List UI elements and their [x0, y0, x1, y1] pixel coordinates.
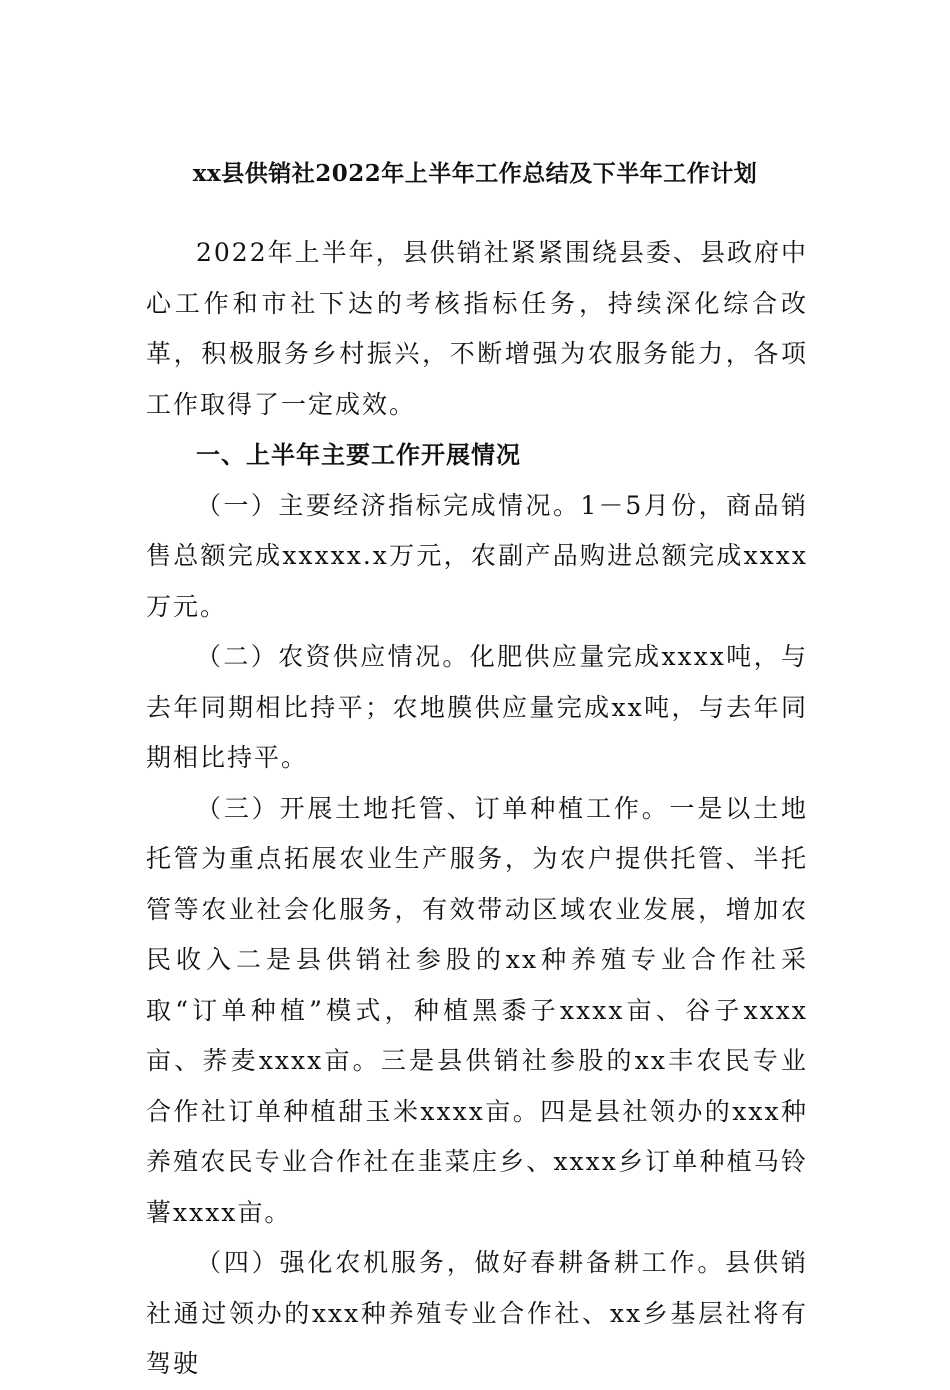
paragraph-item-3: （三）开展土地托管、订单种植工作。一是以土地托管为重点拓展农业生产服务，为农户提供托管、半托管等农业社会化服务，有效带动区域农业发展，增加农民收入二是县供销社参股的xx种养殖专业合作社采取“订单种植”模式，种植黑黍子xxxx亩、谷子xxxx亩、荞麦xxxx亩。三是县供销社参股的xx丰农民专业合作社订单种植甜玉米xxxx亩。四是县社领办的xxx种养殖农民专业合作社在韭菜庄乡、xxxx乡订单种植马铃薯xxxx亩。 — [146, 793, 808, 1227]
paragraph-item-4: （四）强化农机服务，做好春耕备耕工作。县供销社通过领办的xxx种养殖专业合作社、xx乡基层社将有驾驶 — [146, 1248, 808, 1378]
paragraph-item-2: （二）农资供应情况。化肥供应量完成xxxx吨，与去年同期相比持平；农地膜供应量完成xx吨，与去年同期相比持平。 — [146, 642, 808, 772]
document-body — [146, 228, 808, 1390]
intro-paragraph: 2022年上半年，县供销社紧紧围绕县委、县政府中心工作和市社下达的考核指标任务，持续深化综合改革，积极服务乡村振兴，不断增强为农服务能力，各项工作取得了一定成效。 — [146, 238, 808, 419]
document-title: xx县供销社2022年上半年工作总结及下半年工作计划 — [192, 160, 758, 187]
paragraph-item-1: （一）主要经济指标完成情况。1－5月份，商品销售总额完成xxxxx.x万元，农副产品购进总额完成xxxx万元。 — [146, 490, 808, 621]
section-heading: 一、上半年主要工作开展情况 — [196, 441, 521, 469]
